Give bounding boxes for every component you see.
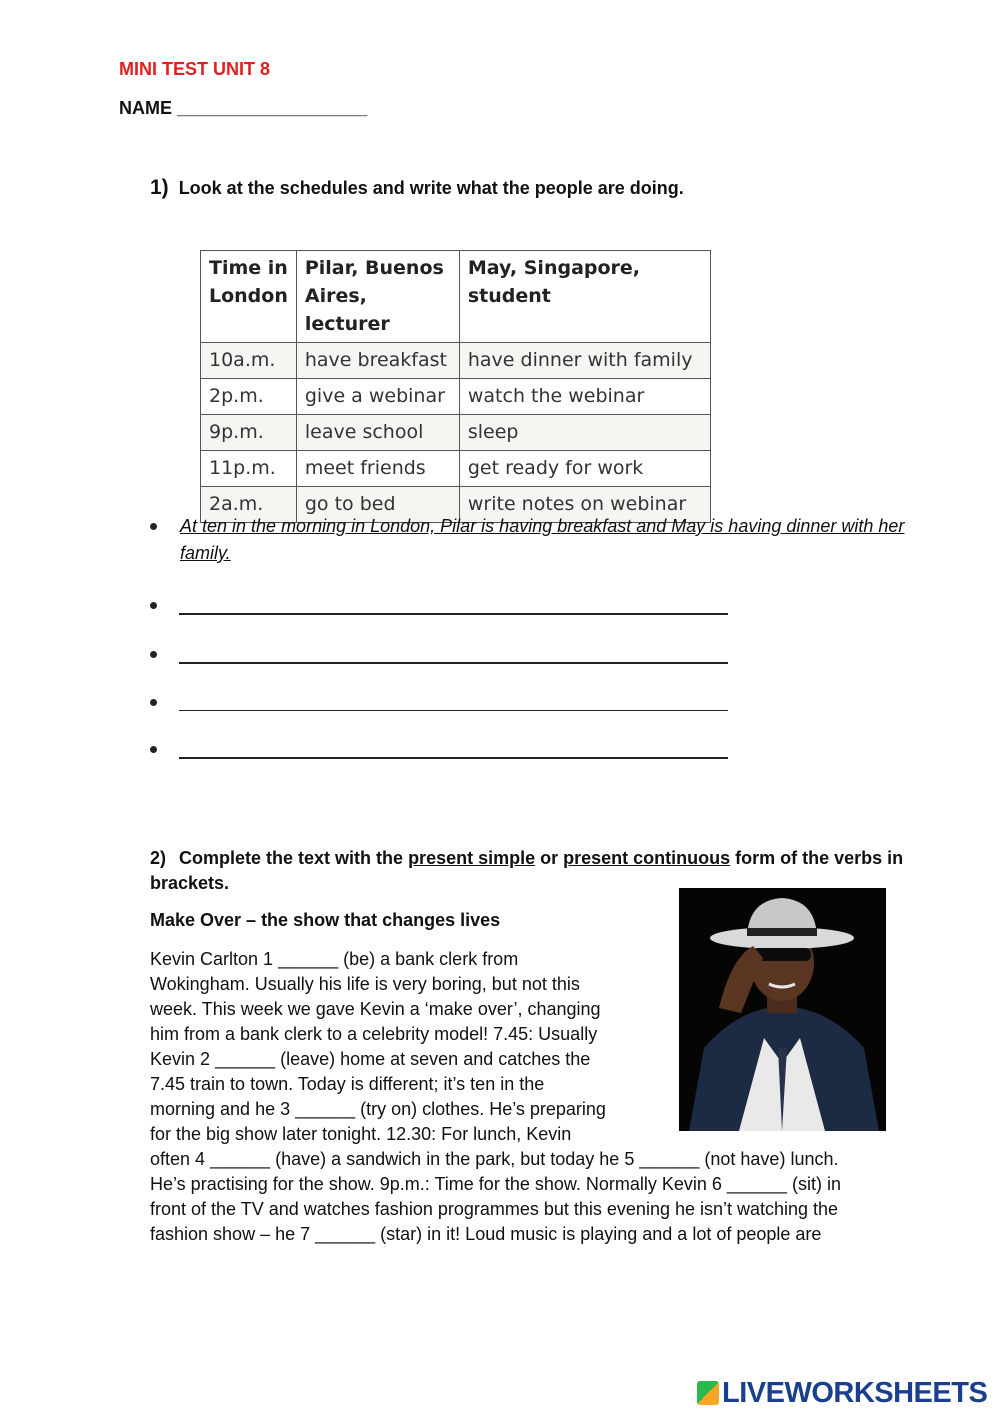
- text-line: morning and he 3 ______ (try on) clothes. He’s preparing: [150, 1099, 606, 1119]
- answer-line-1[interactable]: [179, 613, 728, 615]
- test-title: MINI TEST UNIT 8: [119, 59, 271, 79]
- cell-may: get ready for work: [459, 451, 710, 487]
- liveworksheets-icon: [697, 1381, 719, 1405]
- reading-text-narrow: [150, 947, 675, 1147]
- man-in-hat-photo: [679, 888, 886, 1131]
- table-row: [201, 415, 711, 451]
- question-1-number: 1): [150, 176, 169, 199]
- text-line: for the big show later tonight. 12.30: For lunch, Kevin: [150, 1124, 572, 1144]
- text-line: Kevin Carlton 1 ______ (be) a bank clerk from: [150, 949, 519, 969]
- schedule-table: [200, 250, 711, 523]
- text-subtitle: Make Over – the show that changes lives: [150, 910, 501, 930]
- cell-time: 2p.m.: [201, 379, 297, 415]
- text-line: often 4 ______ (have) a sandwich in the park, but today he 5 ______ (not have) lunch.: [150, 1149, 839, 1169]
- table-row: [201, 343, 711, 379]
- emphasis-present-simple: present simple: [408, 848, 536, 868]
- cell-time: 11p.m.: [201, 451, 297, 487]
- table-row: [201, 451, 711, 487]
- text-line: He’s practising for the show. 9p.m.: Time for the show. Normally Kevin 6 ______ (sit) in: [150, 1174, 841, 1194]
- text-line: fashion show – he 7 ______ (star) in it! Loud music is playing and a lot of people are: [150, 1224, 822, 1244]
- bullet-icon: [150, 602, 157, 609]
- cell-pilar: leave school: [296, 415, 459, 451]
- example-answer: At ten in the morning in London, Pilar is having breakfast and May is having dinner with her family.: [180, 516, 905, 563]
- cell-pilar: meet friends: [296, 451, 459, 487]
- cell-may: sleep: [459, 415, 710, 451]
- header-time: Time in London: [201, 251, 297, 343]
- header-pilar: Pilar, Buenos Aires, lecturer: [296, 251, 459, 343]
- answer-line-4[interactable]: [179, 757, 728, 759]
- text-line: week. This week we gave Kevin a ‘make over’, changing: [150, 999, 601, 1019]
- cell-pilar: go to bed: [296, 487, 459, 523]
- cell-time: 9p.m.: [201, 415, 297, 451]
- bullet-icon: [150, 651, 157, 658]
- bullet-icon: [150, 746, 157, 753]
- cell-time: 2a.m.: [201, 487, 297, 523]
- schedule-header-row: [201, 251, 711, 343]
- instruction-text-b: or: [535, 848, 564, 868]
- emphasis-present-continuous: present continuous: [563, 848, 731, 868]
- bullet-icon: [150, 699, 157, 706]
- cell-may: have dinner with family: [459, 343, 710, 379]
- cell-pilar: have breakfast: [296, 343, 459, 379]
- cell-pilar: give a webinar: [296, 379, 459, 415]
- bullet-icon: [150, 523, 157, 530]
- question-2-number: 2): [150, 848, 167, 868]
- text-line: Wokingham. Usually his life is very boring, but not this: [150, 974, 580, 994]
- question-1-instruction: [150, 176, 684, 200]
- cell-may: watch the webinar: [459, 379, 710, 415]
- reading-text-wide: [150, 1147, 950, 1247]
- liveworksheets-brand: LIVEWORKSHEETS: [722, 1377, 988, 1409]
- cell-time: 10a.m.: [201, 343, 297, 379]
- question-1-text: Look at the schedules and write what the people are doing.: [178, 178, 684, 198]
- header-may: May, Singapore, student: [459, 251, 710, 343]
- text-line: 7.45 train to town. Today is different; it’s ten in the: [150, 1074, 545, 1094]
- liveworksheets-logo: [697, 1377, 987, 1410]
- instruction-text-a: Complete the text with the: [179, 848, 409, 868]
- table-row: [201, 379, 711, 415]
- instruction-text-c: form of the verbs in brackets.: [150, 848, 904, 893]
- cell-may: write notes on webinar: [459, 487, 710, 523]
- name-field-label: NAME ___________________: [119, 98, 368, 118]
- text-line: him from a bank clerk to a celebrity model! 7.45: Usually: [150, 1024, 598, 1044]
- answer-line-2[interactable]: [179, 662, 728, 664]
- text-line: Kevin 2 ______ (leave) home at seven and catches the: [150, 1049, 591, 1069]
- answer-line-3[interactable]: [179, 710, 728, 711]
- text-line: front of the TV and watches fashion programmes but this evening he isn’t watching the: [150, 1199, 839, 1219]
